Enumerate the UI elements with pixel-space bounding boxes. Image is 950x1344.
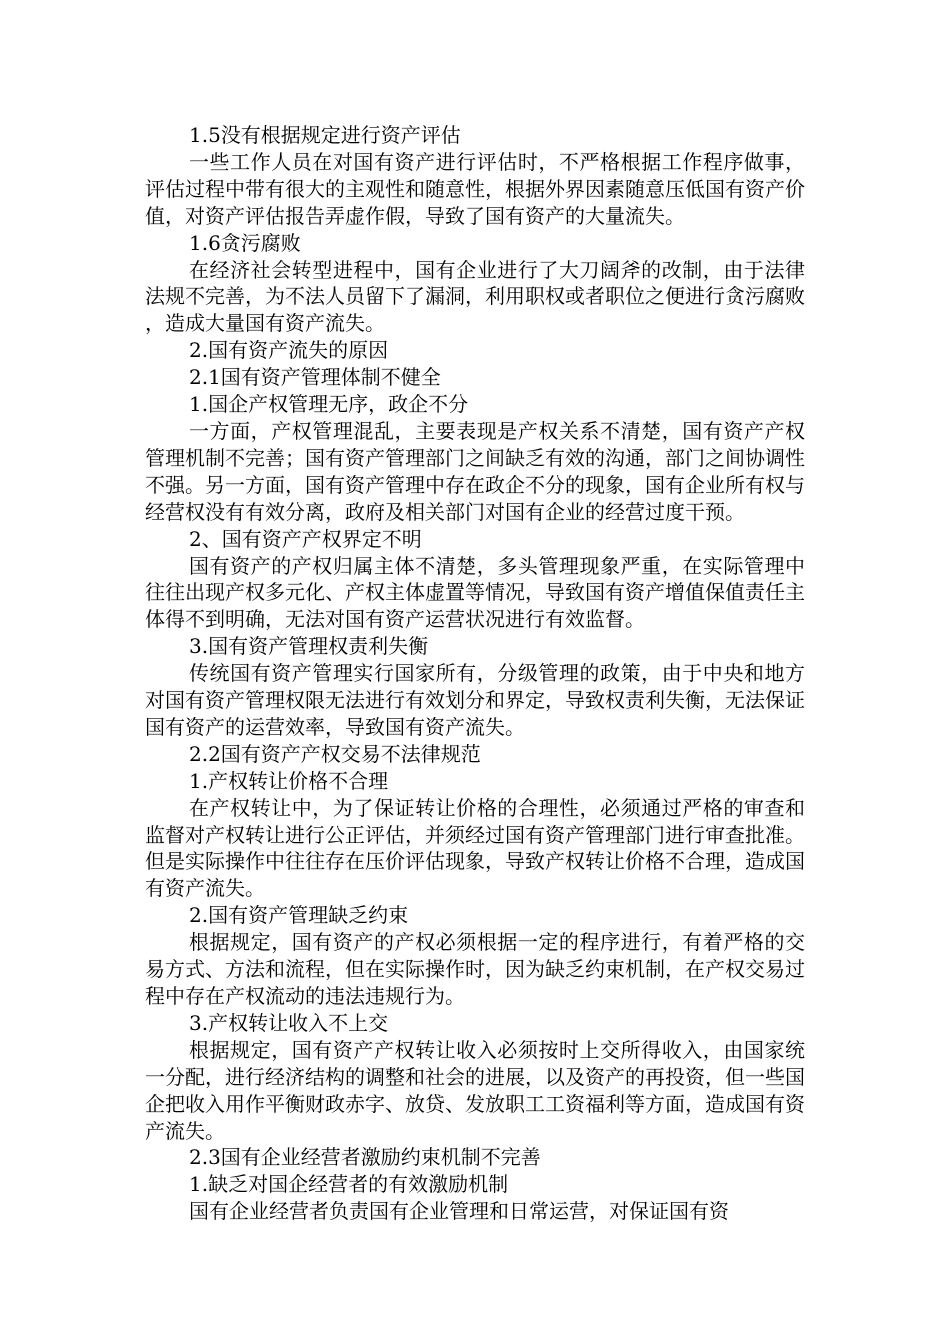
- paragraph: 一些工作人员在对国有资产进行评估时，不严格根据工作程序做事，评估过程中带有很大的主观性和随意性，根据外界因素随意压低国有资产价值，对资产评估报告弄虚作假，导致了国有资产的大量流失。: [145, 149, 805, 228]
- section-heading-2-2: 2.2国有资产产权交易不法律规范: [189, 741, 481, 766]
- subheading: 1.产权转让价格不合理: [189, 768, 389, 793]
- subheading: 2.国有资产管理缺乏约束: [189, 903, 409, 928]
- subheading: 3.产权转让收入不上交: [189, 1010, 389, 1035]
- subheading: 1.国企产权管理无序，政企不分: [189, 392, 469, 417]
- paragraph: 传统国有资产管理实行国家所有，分级管理的政策，由于中央和地方对国有资产管理权限无法进行有效划分和界定，导致权责利失衡，无法保证国有资产的运营效率，导致国有资产流失。: [145, 661, 805, 739]
- paragraph: 国有企业经营者负责国有企业管理和日常运营，对保证国有资: [189, 1199, 729, 1224]
- section-heading-1-6: 1.6贪污腐败: [189, 230, 301, 255]
- paragraph: 在产权转让中，为了保证转让价格的合理性，必须通过严格的审查和监督对产权转让进行公正评估，并须经过国有资产管理部门进行审查批准。但是实际操作中往往存在压价评估现象，导致产权转让价格不合理，造成国有资产流失。: [145, 795, 805, 901]
- subheading: 1.缺乏对国企经营者的有效激励机制: [189, 1172, 509, 1197]
- section-heading-2-1: 2.1国有资产管理体制不健全: [189, 365, 441, 390]
- paragraph: 国有资产的产权归属主体不清楚，多头管理现象严重，在实际管理中往往出现产权多元化、产权主体虚置等情况，导致国有资产增值保值责任主体得不到明确，无法对国有资产运营状况进行有效监督。: [145, 553, 805, 632]
- subheading: 2、国有资产产权界定不明: [189, 526, 422, 551]
- subheading: 3.国有资产管理权责利失衡: [189, 634, 429, 659]
- document-body: [145, 122, 805, 1225]
- paragraph: 根据规定，国有资产产权转让收入必须按时上交所得收入，由国家统一分配，进行经济结构的调整和社会的进展，以及资产的再投资，但一些国企把收入用作平衡财政赤字、放贷、发放职工工资福利等方面，造成国有资产流失。: [145, 1037, 805, 1143]
- section-heading-1-5: 1.5没有根据规定进行资产评估: [189, 123, 461, 147]
- section-heading-2-3: 2.3国有企业经营者激励约束机制不完善: [189, 1145, 541, 1170]
- section-heading-2: 2.国有资产流失的原因: [189, 338, 389, 363]
- paragraph: 在经济社会转型进程中，国有企业进行了大刀阔斧的改制，由于法律法规不完善，为不法人员留下了漏洞，利用职权或者职位之便进行贪污腐败，造成大量国有资产流失。: [145, 257, 805, 336]
- paragraph: 根据规定，国有资产的产权必须根据一定的程序进行，有着严格的交易方式、方法和流程，但在实际操作时，因为缺乏约束机制，在产权交易过程中存在产权流动的违法违规行为。: [145, 930, 805, 1008]
- paragraph: 一方面，产权管理混乱，主要表现是产权关系不清楚，国有资产产权管理机制不完善；国有资产管理部门之间缺乏有效的沟通，部门之间协调性不强。另一方面，国有资产管理中存在政企不分的现象，国有企业所有权与经营权没有有效分离，政府及相关部门对国有企业的经营过度干预。: [145, 418, 805, 524]
